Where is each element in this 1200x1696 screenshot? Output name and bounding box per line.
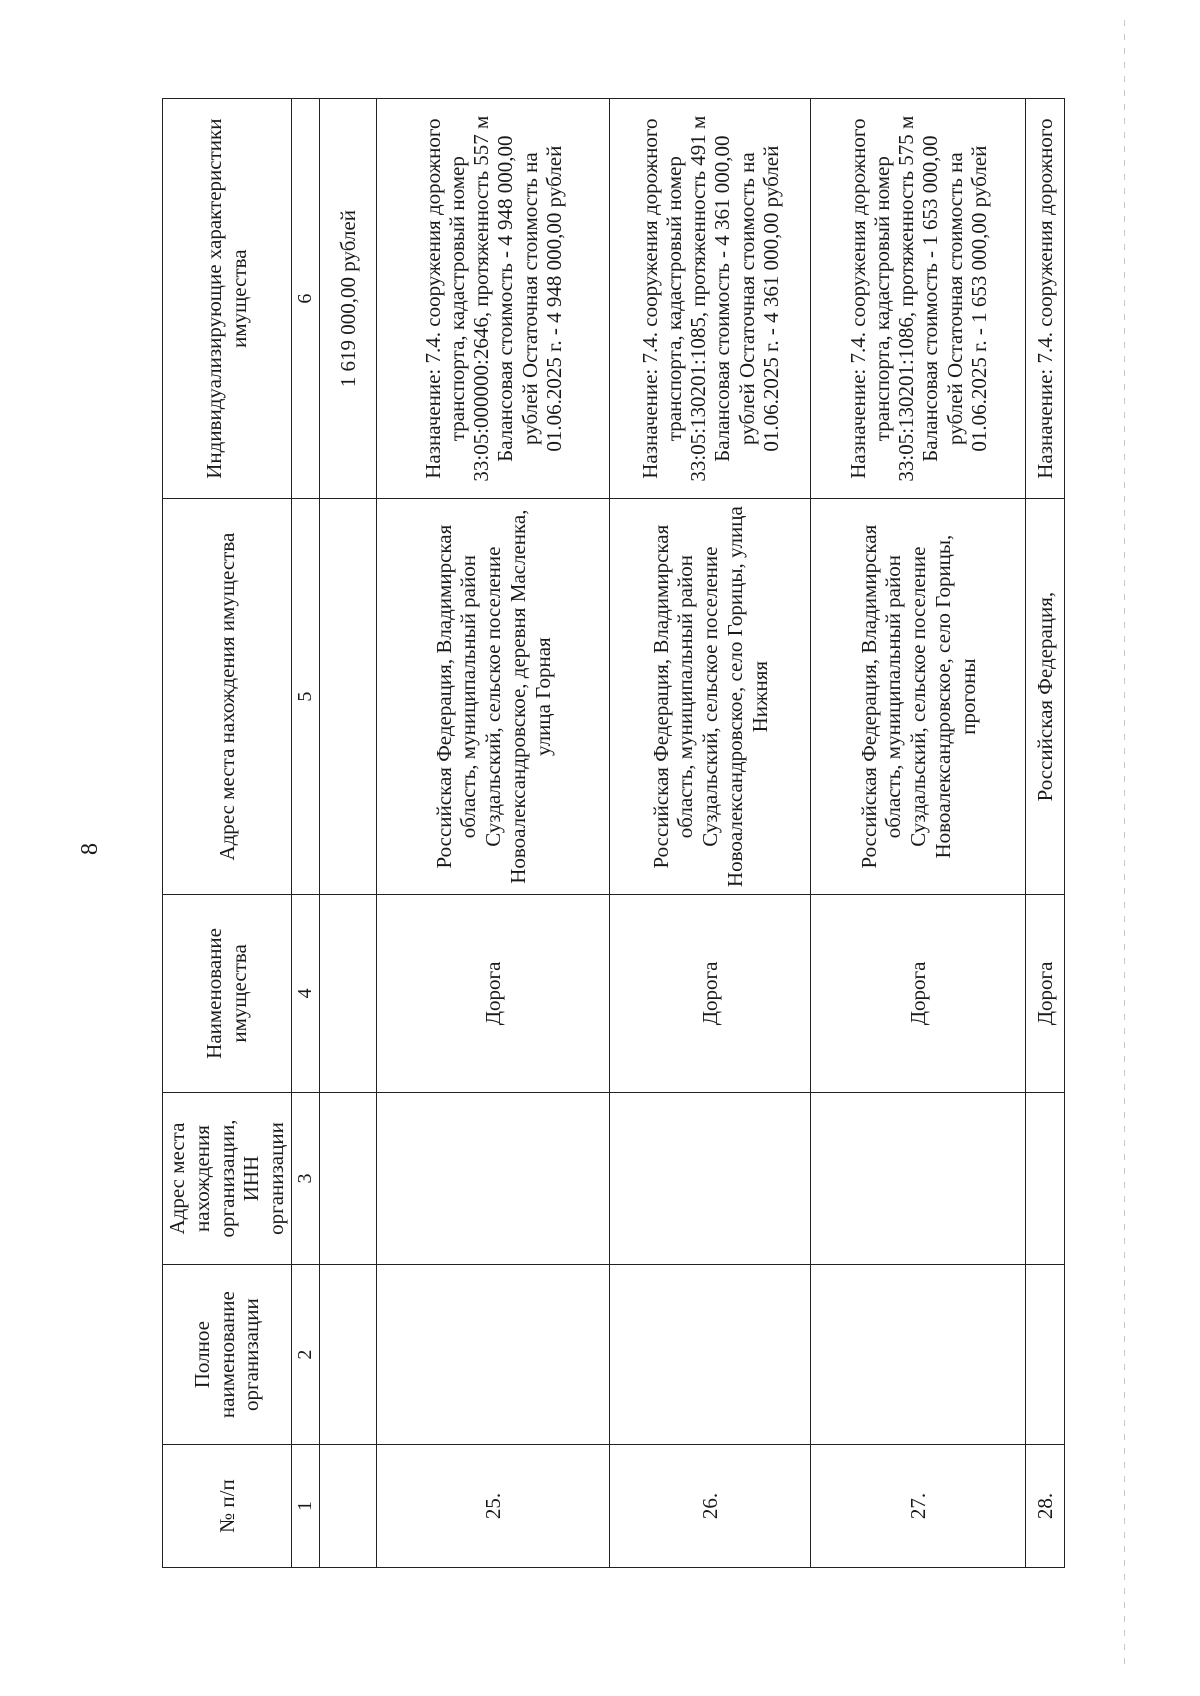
cell-empty [320,1445,377,1568]
header-org-name: Полное наименование организации [163,1265,292,1445]
column-number-row [291,99,320,1568]
header-characteristics: Индивидуализирующие характеристики имущества [163,99,292,499]
header-property-address: Адрес места нахождения имущества [163,499,292,895]
cell-org-name [610,1265,811,1445]
cell-org-address [1026,1092,1065,1264]
column-number: 4 [291,894,320,1092]
cell-property-name: Дорога [811,894,1026,1092]
cell-org-address [610,1092,811,1264]
cell-org-name [377,1265,610,1445]
cell-index: 28. [1026,1445,1065,1568]
table-row [610,99,811,1568]
table-row [811,99,1026,1568]
table-row-continued [320,99,377,1568]
header-index: № п/п [163,1445,292,1568]
column-number: 5 [291,499,320,895]
column-number: 1 [291,1445,320,1568]
cell-characteristics: Назначение: 7.4. сооружения дорожного транспорта, кадастровый номер 33:05:130201:1086, протяженность 575 м Балансовая стоимость - 1 653 000,00 рублей Остаточная стоимость на 01.06.2025 г. - 1 653 000,00 рублей [811,99,1026,499]
cell-org-address [811,1092,1026,1264]
register-sheet [162,98,1142,1568]
cell-property-address: Российская Федерация, [1026,499,1065,895]
cell-property-name: Дорога [377,894,610,1092]
table-row [1026,99,1065,1568]
cell-org-name [1026,1265,1065,1445]
cell-empty [320,499,377,895]
cell-org-name [811,1265,1026,1445]
cell-org-address [377,1092,610,1264]
table-row [377,99,610,1568]
cell-property-address: Российская Федерация, Владимирская область, муниципальный район Суздальский, сельское поселение Новоалександровское, село Горицы, улица Нижняя [610,499,811,895]
column-number: 2 [291,1265,320,1445]
table-header-row [163,99,292,1568]
column-number: 6 [291,99,320,499]
property-register-table [162,98,1065,1568]
cell-empty [320,1265,377,1445]
cell-index: 27. [811,1445,1026,1568]
cell-property-address: Российская Федерация, Владимирская область, муниципальный район Суздальский, сельское поселение Новоалександровское, деревня Масленка, улица Горная [377,499,610,895]
cell-property-name: Дорога [1026,894,1065,1092]
header-org-address: Адрес места нахождения организации, ИНН организации [163,1092,292,1264]
cell-index: 26. [610,1445,811,1568]
cell-empty [320,1092,377,1264]
cell-index: 25. [377,1445,610,1568]
page-number: 8 [76,843,103,855]
cell-characteristics: 1 619 000,00 рублей [320,99,377,499]
cell-characteristics: Назначение: 7.4. сооружения дорожного транспорта, кадастровый номер 33:05:130201:1085, протяженность 491 м Балансовая стоимость - 4 361 000,00 рублей Остаточная стоимость на 01.06.2025 г. - 4 361 000,00 рублей [610,99,811,499]
cell-property-address: Российская Федерация, Владимирская область, муниципальный район Суздальский, сельское поселение Новоалександровское, село Горицы, прогоны [811,499,1026,895]
cell-characteristics: Назначение: 7.4. сооружения дорожного [1026,99,1065,499]
cell-characteristics: Назначение: 7.4. сооружения дорожного транспорта, кадастровый номер 33:05:000000:2646, протяженность 557 м Балансовая стоимость - 4 948 000,00 рублей Остаточная стоимость на 01.06.2025 г. - 4 948 000,00 рублей [377,99,610,499]
column-number: 3 [291,1092,320,1264]
cell-empty [320,894,377,1092]
cell-property-name: Дорога [610,894,811,1092]
header-property-name: Наименование имущества [163,894,292,1092]
